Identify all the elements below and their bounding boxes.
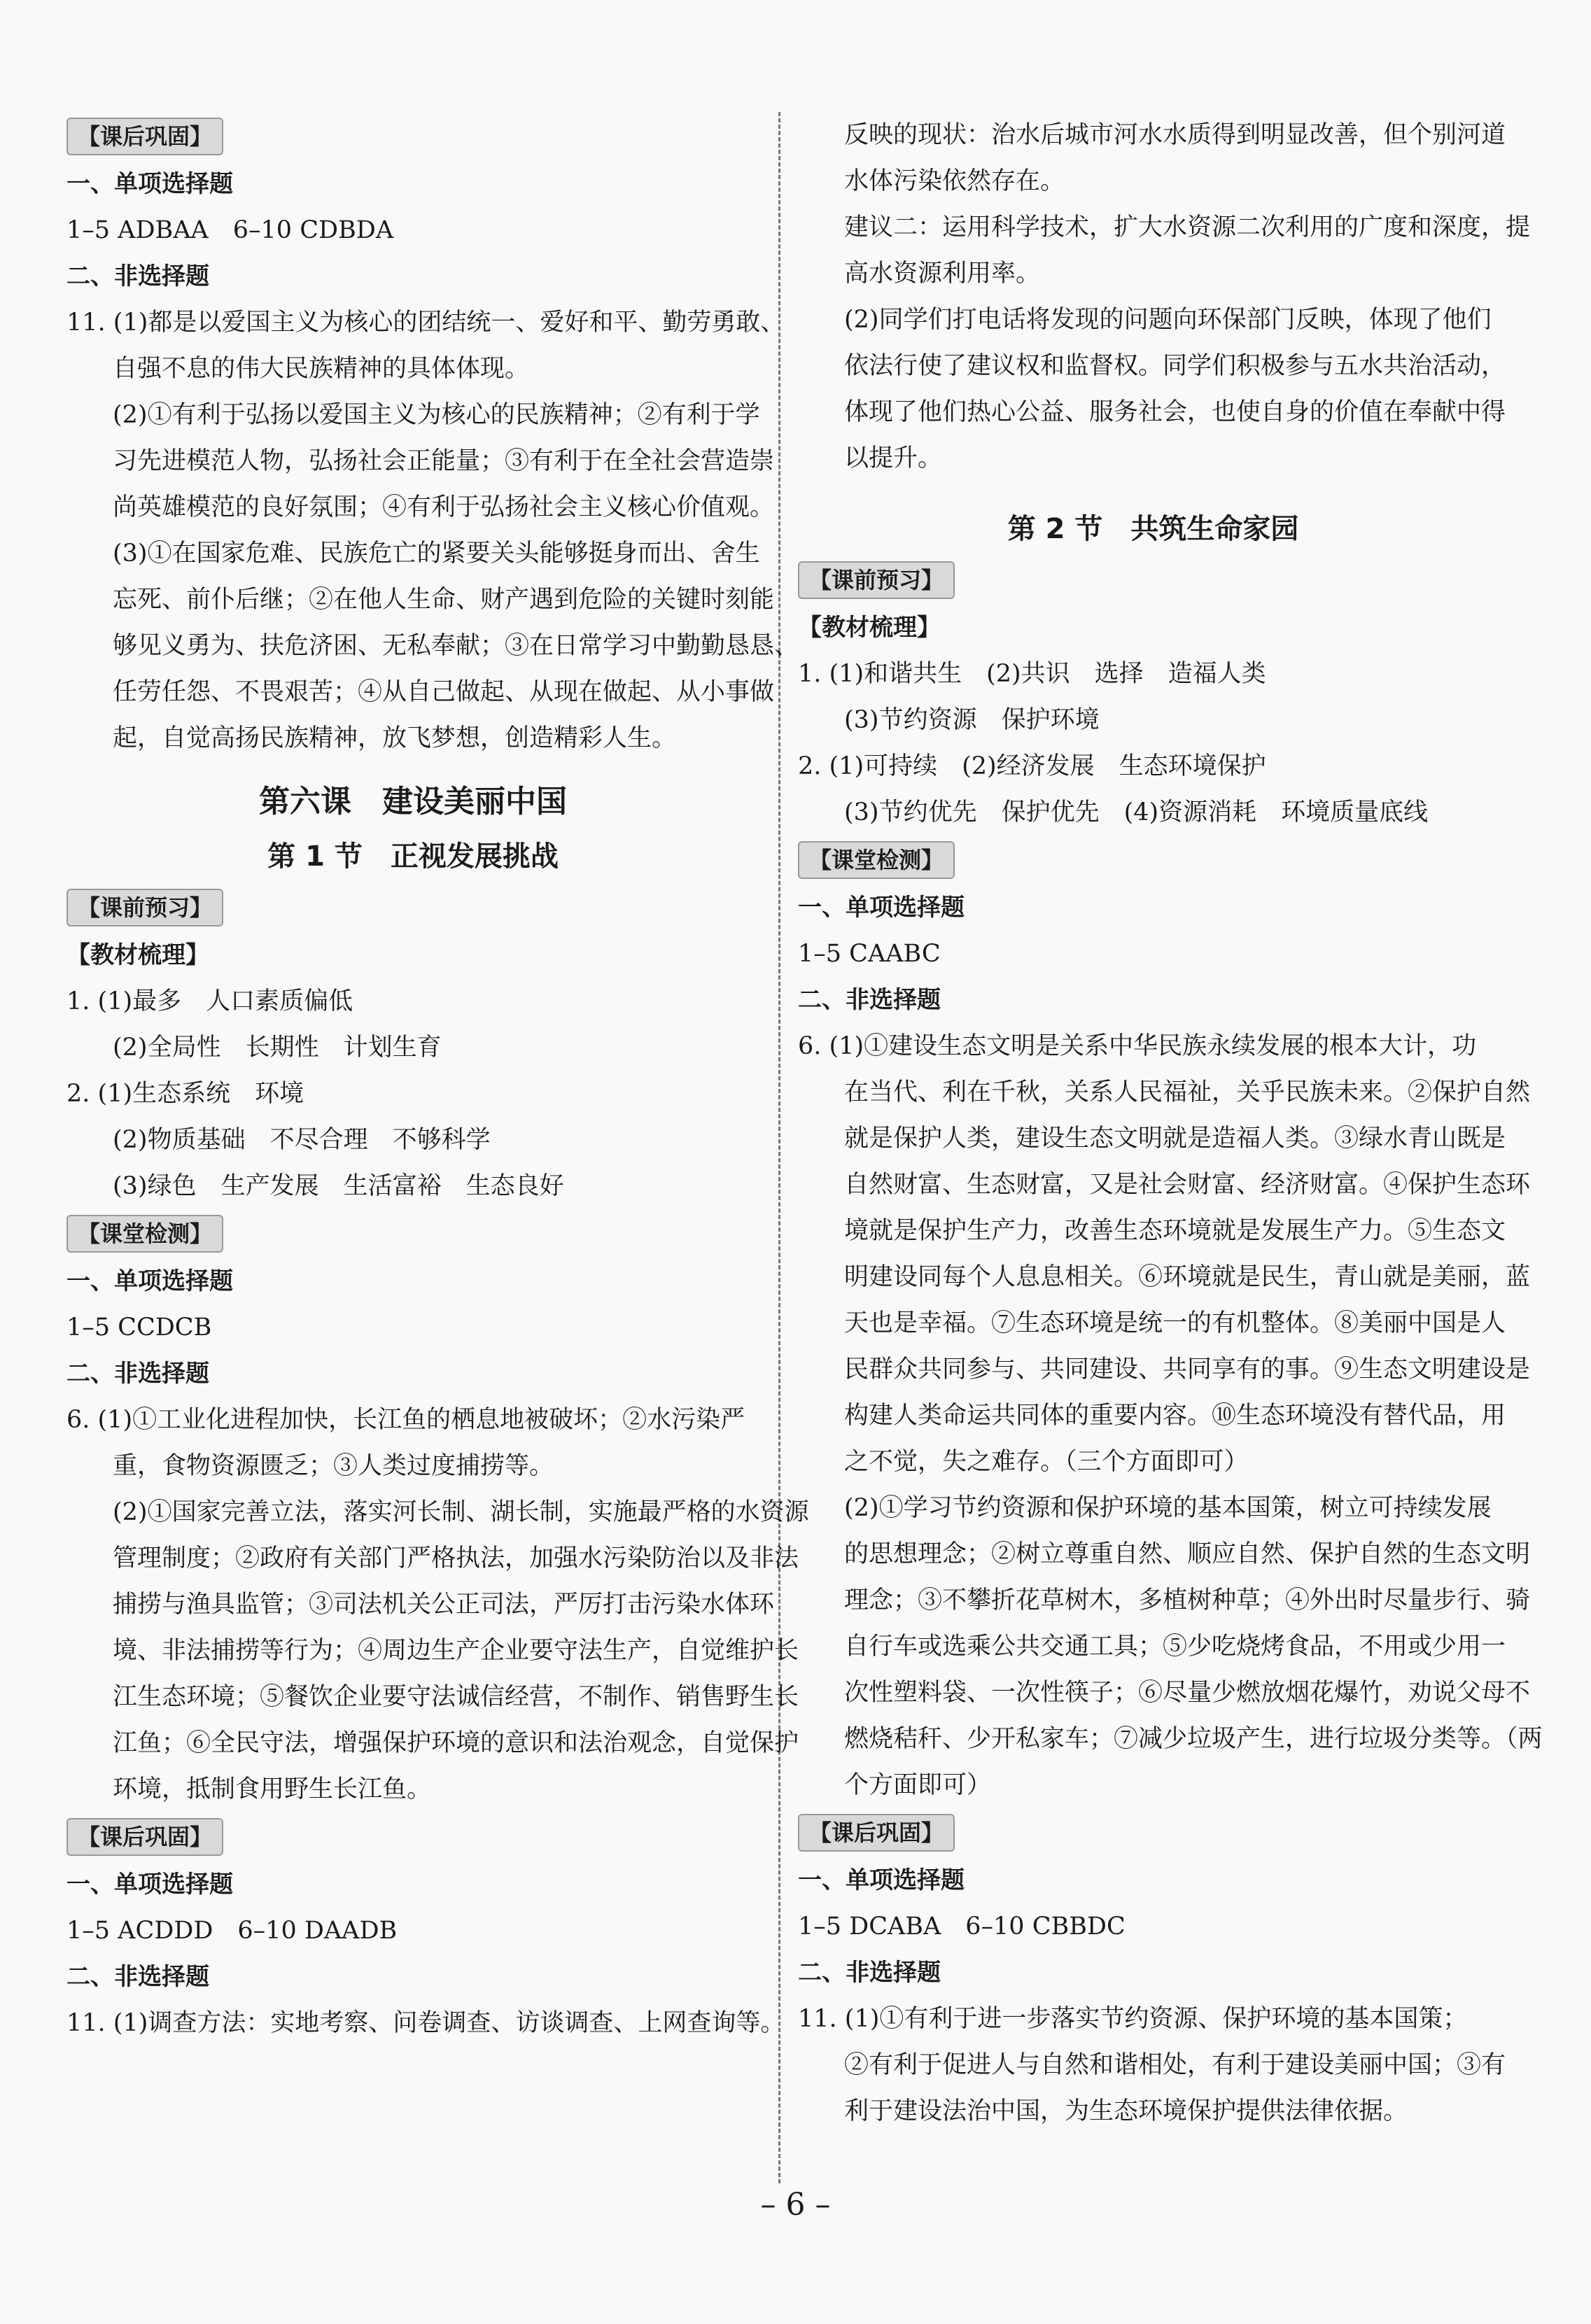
answer-text: 之不觉，失之难存。（三个方面即可） bbox=[844, 1448, 1249, 1476]
answer-text: 自强不息的伟大民族精神的具体体现。 bbox=[113, 355, 530, 383]
answer-line: 1–5 CCDCB bbox=[66, 1314, 212, 1341]
answer-text: 任劳任怨、不畏艰苦；④从自己做起、从现在做起、从小事做 bbox=[113, 678, 775, 706]
subheading: 二、非选择题 bbox=[66, 262, 209, 290]
answer-text: (2)全局性 长期性 计划生育 bbox=[113, 1034, 442, 1062]
answer-text: 高水资源利用率。 bbox=[844, 260, 1041, 288]
answer-text: 习先进模范人物，弘扬社会正能量；③有利于在全社会营造崇 bbox=[113, 447, 775, 475]
answer-text: 1. (1)最多 人口素质偏低 bbox=[66, 987, 353, 1015]
answer-text: (2)物质基础 不尽合理 不够科学 bbox=[113, 1126, 491, 1154]
answer-text: 的思想理念；②树立尊重自然、顺应自然、保护自然的生态文明 bbox=[844, 1540, 1531, 1568]
answer-text: 民群众共同参与、共同建设、共同享有的事。⑨生态文明建设是 bbox=[844, 1355, 1531, 1383]
section-tag: 【课堂检测】 bbox=[798, 841, 955, 879]
answer-text: 依法行使了建议权和监督权。同学们积极参与五水共治活动， bbox=[844, 352, 1506, 380]
answer-text: 构建人类命运共同体的重要内容。⑩生态环境没有替代品，用 bbox=[844, 1402, 1506, 1430]
answer-text: 在当代、利在千秋，关系人民福祉，关乎民族未来。②保护自然 bbox=[844, 1078, 1531, 1106]
answer-text: 尚英雄模范的良好氛围；④有利于弘扬社会主义核心价值观。 bbox=[113, 493, 775, 521]
answer-text: 境、非法捕捞等行为；④周边生产企业要守法生产，自觉维护长 bbox=[113, 1637, 799, 1665]
answer-text: (2)①有利于弘扬以爱国主义为核心的民族精神；②有利于学 bbox=[113, 401, 760, 429]
answer-text: (3)节约资源 保护环境 bbox=[844, 706, 1100, 734]
answer-text: 管理制度；②政府有关部门严格执法，加强水污染防治以及非法 bbox=[113, 1544, 799, 1572]
subheading: 二、非选择题 bbox=[66, 1963, 209, 1991]
subheading: 【教材梳理】 bbox=[66, 941, 209, 969]
column-divider bbox=[778, 112, 780, 2183]
section-tag: 【课后巩固】 bbox=[66, 118, 223, 155]
answer-text: 江生态环境；⑤餐饮企业要守法诚信经营，不制作、销售野生长 bbox=[113, 1683, 799, 1711]
answer-text: (2)同学们打电话将发现的问题向环保部门反映，体现了他们 bbox=[844, 306, 1492, 334]
subheading: 二、非选择题 bbox=[798, 1959, 941, 1987]
answer-text: 次性塑料袋、一次性筷子；⑥尽量少燃放烟花爆竹，劝说父母不 bbox=[844, 1679, 1531, 1707]
answer-text: 11. (1)都是以爱国主义为核心的团结统一、爱好和平、勤劳勇敢、 bbox=[66, 309, 785, 337]
page-number: – 6 – bbox=[760, 2187, 831, 2223]
answer-text: 2. (1)可持续 (2)经济发展 生态环境保护 bbox=[798, 752, 1266, 780]
section-title: 第 1 节 正视发展挑战 bbox=[267, 840, 559, 873]
answer-text: 11. (1)调查方法：实地考察、问卷调查、访谈调查、上网查询等。 bbox=[66, 2009, 785, 2037]
answer-text: 1. (1)和谐共生 (2)共识 选择 造福人类 bbox=[798, 660, 1266, 688]
answer-text: 体现了他们热心公益、服务社会，也使自身的价值在奉献中得 bbox=[844, 398, 1506, 426]
answer-text: (3)①在国家危难、民族危亡的紧要关头能够挺身而出、舍生 bbox=[113, 540, 760, 568]
answer-text: 理念；③不攀折花草树木，多植树种草；④外出时尽量步行、骑 bbox=[844, 1586, 1531, 1614]
section-title: 第 2 节 共筑生命家园 bbox=[1007, 513, 1299, 545]
answer-text: 6. (1)①工业化进程加快，长江鱼的栖息地被破坏；②水污染严 bbox=[66, 1406, 745, 1434]
answer-text: 水体污染依然存在。 bbox=[844, 167, 1065, 195]
section-tag: 【课后巩固】 bbox=[66, 1818, 223, 1856]
answer-text: 自行车或选乘公共交通工具；⑤少吃烧烤食品，不用或少用一 bbox=[844, 1633, 1506, 1661]
lesson-title: 第六课 建设美丽中国 bbox=[259, 784, 567, 819]
answer-text: 忘死、前仆后继；②在他人生命、财产遇到危险的关键时刻能 bbox=[113, 586, 775, 614]
answer-text: 11. (1)①有利于进一步落实节约资源、保护环境的基本国策； bbox=[798, 2005, 1468, 2033]
subheading: 一、单项选择题 bbox=[66, 170, 233, 198]
answer-text: 环境，抵制食用野生长江鱼。 bbox=[113, 1775, 432, 1803]
answer-text: 境就是保护生产力，改善生态环境就是发展生产力。⑤生态文 bbox=[844, 1217, 1506, 1245]
answer-line: 1–5 CAABC bbox=[798, 940, 941, 968]
subheading: 二、非选择题 bbox=[66, 1360, 209, 1388]
answer-text: 就是保护人类，建设生态文明就是造福人类。③绿水青山既是 bbox=[844, 1125, 1506, 1153]
answer-text: 捕捞与渔具监管；③司法机关公正司法，严厉打击污染水体环 bbox=[113, 1591, 775, 1619]
answer-text: 够见义勇为、扶危济困、无私奉献；③在日常学习中勤勤恳恳、 bbox=[113, 632, 799, 660]
subheading: 一、单项选择题 bbox=[798, 894, 965, 922]
answer-text: 重，食物资源匮乏；③人类过度捕捞等。 bbox=[113, 1452, 554, 1480]
answer-text: (2)①国家完善立法，落实河长制、湖长制，实施最严格的水资源 bbox=[113, 1498, 809, 1526]
answer-text: (2)①学习节约资源和保护环境的基本国策，树立可持续发展 bbox=[844, 1494, 1492, 1522]
answer-line: 1–5 DCABA 6–10 CBBDC bbox=[798, 1913, 1126, 1941]
answer-text: 燃烧秸秆、少开私家车；⑦减少垃圾产生，进行垃圾分类等。（两 bbox=[844, 1725, 1543, 1753]
answer-text: (3)节约优先 保护优先 (4)资源消耗 环境质量底线 bbox=[844, 798, 1429, 826]
subheading: 一、单项选择题 bbox=[798, 1866, 965, 1894]
section-tag: 【课后巩固】 bbox=[798, 1814, 955, 1852]
subheading: 二、非选择题 bbox=[798, 986, 941, 1014]
answer-text: 利于建设法治中国，为生态环境保护提供法律依据。 bbox=[844, 2097, 1408, 2125]
answer-text: 明建设同每个人息息相关。⑥环境就是民生，青山就是美丽，蓝 bbox=[844, 1263, 1531, 1291]
answer-text: 自然财富、生态财富，又是社会财富、经济财富。④保护生态环 bbox=[844, 1171, 1531, 1199]
section-tag: 【课前预习】 bbox=[66, 889, 223, 927]
answer-text: 江鱼；⑥全民守法，增强保护环境的意识和法治观念，自觉保护 bbox=[113, 1729, 799, 1757]
right-column bbox=[798, 112, 1543, 2134]
subheading: 【教材梳理】 bbox=[798, 614, 941, 642]
answer-text: 6. (1)①建设生态文明是关系中华民族永续发展的根本大计，功 bbox=[798, 1032, 1477, 1060]
answer-text: 天也是幸福。⑦生态环境是统一的有机整体。⑧美丽中国是人 bbox=[844, 1309, 1506, 1337]
answer-text: 以提升。 bbox=[844, 444, 943, 472]
left-column bbox=[66, 112, 809, 2046]
subheading: 一、单项选择题 bbox=[66, 1871, 233, 1899]
answer-text: (3)绿色 生产发展 生活富裕 生态良好 bbox=[113, 1172, 564, 1200]
answer-text: 反映的现状：治水后城市河水水质得到明显改善，但个别河道 bbox=[844, 121, 1506, 149]
subheading: 一、单项选择题 bbox=[66, 1267, 233, 1295]
answer-text: 起，自觉高扬民族精神，放飞梦想，创造精彩人生。 bbox=[113, 724, 677, 752]
answer-line: 1–5 ADBAA 6–10 CDBDA bbox=[66, 216, 394, 244]
section-tag: 【课前预习】 bbox=[798, 561, 955, 599]
section-tag: 【课堂检测】 bbox=[66, 1215, 223, 1253]
answer-text: 2. (1)生态系统 环境 bbox=[66, 1080, 304, 1108]
answer-line: 1–5 ACDDD 6–10 DAADB bbox=[66, 1917, 398, 1945]
answer-text: ②有利于促进人与自然和谐相处，有利于建设美丽中国；③有 bbox=[844, 2051, 1506, 2079]
answer-text: 建议二：运用科学技术，扩大水资源二次利用的广度和深度，提 bbox=[844, 213, 1531, 241]
answer-text: 个方面即可） bbox=[844, 1771, 992, 1799]
